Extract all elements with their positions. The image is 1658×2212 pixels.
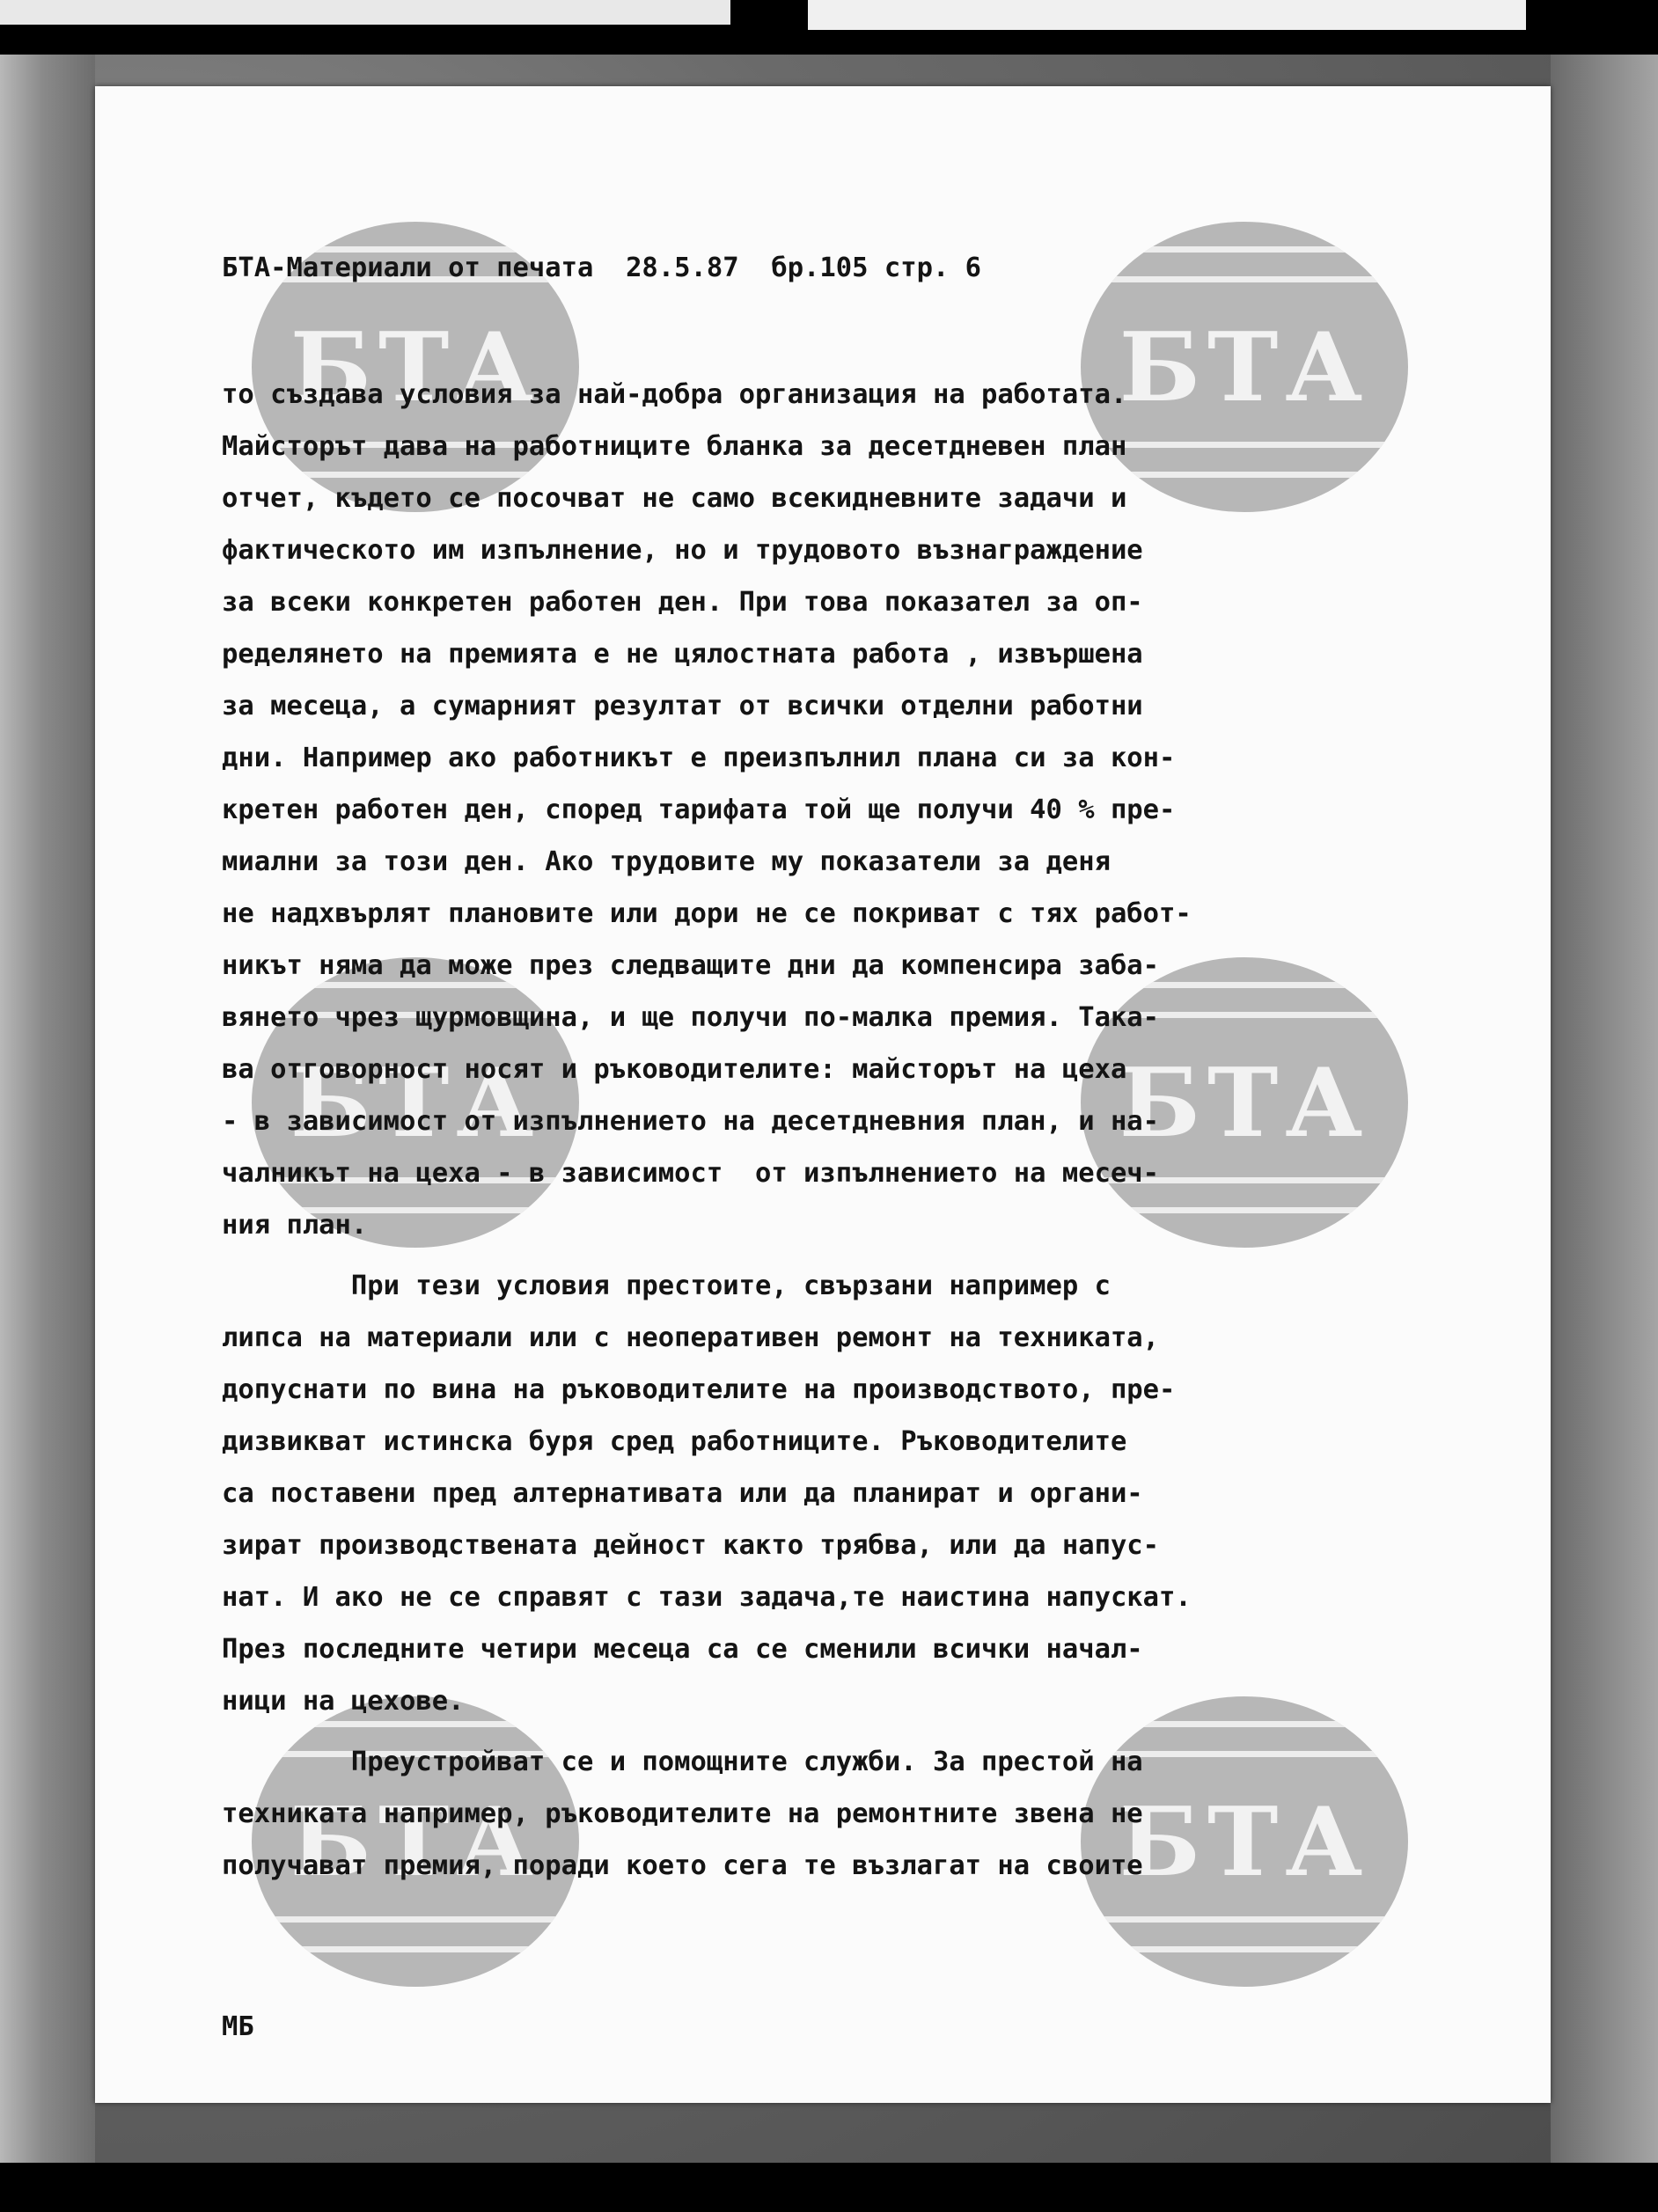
text-line: отчет, където се посочват не само всекидневните задачи и (222, 483, 1127, 514)
text-line: допуснати по вина на ръководителите на производството, пре- (222, 1374, 1176, 1405)
document-header: БТА-Материали от печата 28.5.87 бр.105 стр. 6 (222, 253, 982, 283)
text-line: то създава условия за най-добра организация на работата. (222, 379, 1127, 410)
watermark-text: БТА (1119, 312, 1370, 423)
text-line: дизвикват истинска буря сред работниците. Ръководителите (222, 1426, 1127, 1457)
text-line: техниката например, ръководителите на ремонтните звена не (222, 1798, 1143, 1829)
text-line: нат. И ако не се справят с тази задача,те наистина напускат. (222, 1582, 1192, 1613)
text-line: През последните четири месеца са се сменили всички начал- (222, 1634, 1143, 1665)
text-line: кретен работен ден, според тарифата той ще получи 40 % пре- (222, 795, 1176, 825)
film-strip-top (0, 0, 1658, 55)
scan-margin-left (0, 55, 95, 2163)
watermark-text: БТА (1119, 1048, 1370, 1159)
text-line: никът няма да може през следващите дни да компенсира заба- (222, 950, 1160, 981)
text-line: чалникът на цеха - в зависимост от изпълнението на месеч- (222, 1158, 1160, 1189)
text-line: ния план. (222, 1210, 368, 1241)
text-line: ределянето на премията е не цялостната работа , извършена (222, 639, 1143, 670)
text-line: са поставени пред алтернативата или да планират и органи- (222, 1478, 1143, 1509)
text-line: - в зависимост от изпълнението на десетдневния план, и на- (222, 1106, 1160, 1137)
text-line: за месеца, а сумарният резултат от всички отделни работни (222, 691, 1143, 721)
text-line: дни. Например ако работникът е преизпълнил плана си за кон- (222, 743, 1176, 773)
text-line: Майсторът дава на работниците бланка за десетдневен план (222, 431, 1127, 462)
document-body (222, 369, 1392, 1898)
watermark-text: БТА (290, 1048, 541, 1159)
text-line: ва отговорност носят и ръководителите: майсторът на цеха (222, 1054, 1127, 1085)
text-line: вянето чрез щурмовщина, и ще получи по-малка премия. Така- (222, 1002, 1160, 1033)
text-line: за всеки конкретен работен ден. При това показател за оп- (222, 587, 1143, 618)
text-line: не надхвърлят плановите или дори не се покриват с тях работ- (222, 898, 1192, 929)
watermark-text: БТА (290, 312, 541, 423)
text-line: миални за този ден. Ако трудовите му показатели за деня (222, 846, 1111, 877)
text-line: получават премия, поради което сега те възлагат на своите (222, 1850, 1143, 1881)
text-line: При тези условия престоите, свързани например с (222, 1271, 1111, 1301)
watermark-text: БТА (1119, 1787, 1370, 1898)
text-line: зират производствената дейност както трябва, или да напус- (222, 1530, 1160, 1561)
typewritten-text (222, 242, 1392, 2042)
scan-margin-right (1551, 55, 1658, 2163)
text-line: фактическото им изпълнение, но и трудовото възнаграждение (222, 535, 1143, 566)
adjacent-frame-left (0, 0, 730, 25)
text-line: Преустройват се и помощните служби. За престой на (222, 1747, 1143, 1777)
text-line: липса на материали или с неоперативен ремонт на техниката, (222, 1322, 1160, 1353)
document-footer-initials: МБ (222, 2011, 254, 2042)
adjacent-frame-right (808, 0, 1526, 30)
watermark-text: БТА (290, 1787, 541, 1898)
text-line: ници на цехове. (222, 1686, 465, 1717)
film-strip-bottom (0, 2163, 1658, 2212)
